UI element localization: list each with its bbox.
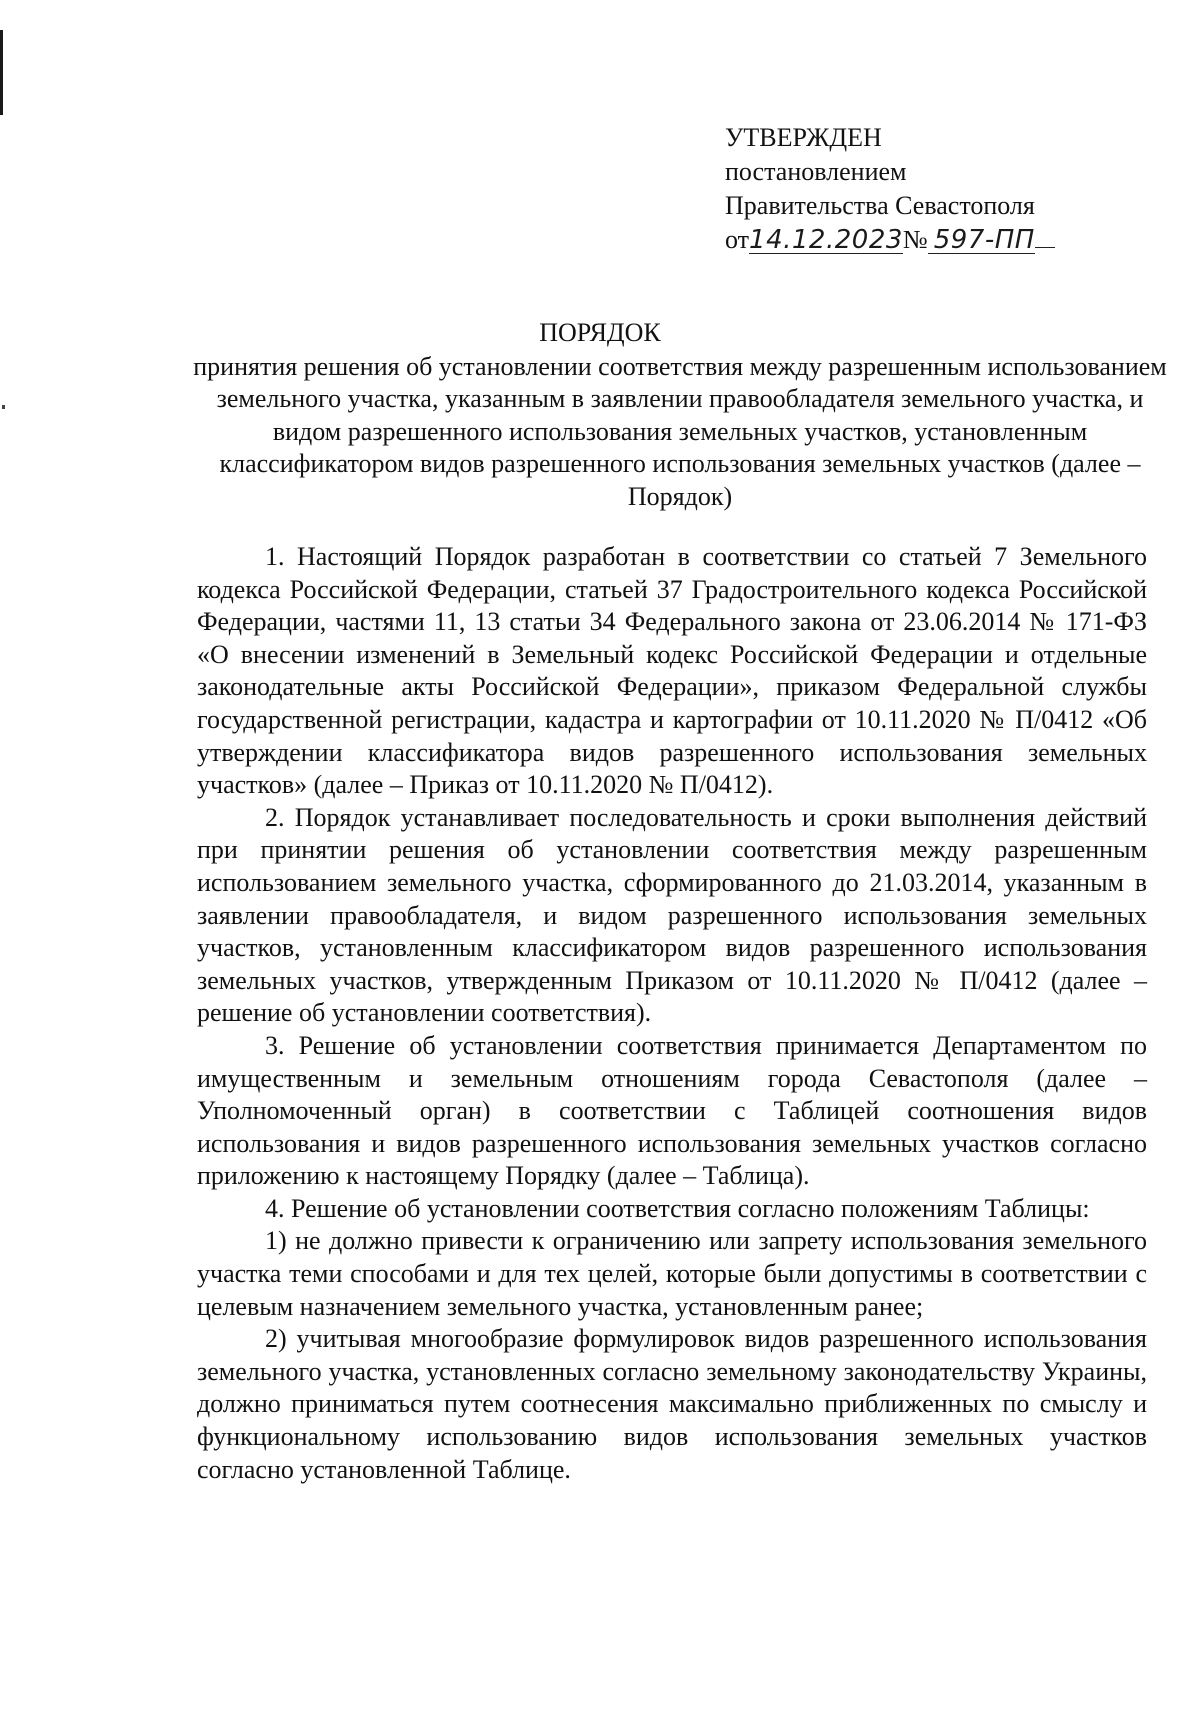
number-underline bbox=[1035, 247, 1055, 248]
document-body bbox=[197, 541, 1147, 1486]
approval-heading: УТВЕРЖДЕН bbox=[725, 123, 882, 152]
document-subtitle: принятия решения об установлении соответствия между разрешенным использованием земельного участка, указанным в заявлении правообладателя земельного участка, и видом разрешенного использования земельных участков, установленным классификатором видов разрешенного использования земельных участков (далее – Порядок) bbox=[193, 352, 1167, 511]
paragraph-1: 1. Настоящий Порядок разработан в соответствии со статьей 7 Земельного кодекса Российской Федерации, статьей 37 Градостроительного кодекса Российской Федерации, частями 11, 13 статьи 34 Федерального закона от 23.06.2014 № 171-ФЗ «О внесении изменений в Земельный кодекс Российской Федерации и отдельные законодательные акты Российской Федерации», приказом Федеральной службы государственной регистрации, кадастра и картографии от 10.11.2020 № П/0412 «Об утверждении классификатора видов разрешенного использования земельных участков» (далее – Приказ от 10.11.2020 № П/0412). bbox=[197, 542, 1147, 800]
handwritten-number: 597-ПП bbox=[928, 227, 1035, 254]
paragraph-4-item-1: 1) не должно привести к ограничению или запрету использования земельного участка теми способами и для тех целей, которые были допустимы в соответствии с целевым назначением земельного участка, установленным ранее; bbox=[197, 1226, 1147, 1321]
approval-line: постановлением bbox=[725, 157, 907, 186]
paragraph-2: 2. Порядок устанавливает последовательность и сроки выполнения действий при принятии решения об установлении соответствия между разрешенным использованием земельного участка, сформированного до 21.03.2014, указанным в заявлении правообладателя, и видом разрешенного использования земельных участков, установленным классификатором видов разрешенного использования земельных участков, утвержденным Приказом от 10.11.2020 № П/0412 (далее – решение об установлении соответствия). bbox=[197, 802, 1147, 1028]
paragraph-3: 3. Решение об установлении соответствия принимается Департаментом по имущественным и земельным отношениям города Севастополя (далее – Уполномоченный орган) в соответствии с Таблицей соотношения видов использования и видов разрешенного использования земельных участков согласно приложению к настоящему Порядку (далее – Таблица). bbox=[197, 1030, 1147, 1191]
paragraph-4-item-2: 2) учитывая многообразие формулировок видов разрешенного использования земельного участка, установленных согласно земельному законодательству Украины, должно приниматься путем соотнесения максимально приближенных по смыслу и функциональному использованию видов использования земельных участков согласно установленной Таблице. bbox=[197, 1324, 1147, 1484]
document-title: ПОРЯДОК bbox=[539, 318, 661, 347]
handwritten-date: 14.12.2023 bbox=[749, 225, 903, 255]
approval-block bbox=[725, 121, 1055, 257]
date-prefix: от bbox=[725, 225, 750, 254]
approval-authority: Правительства Севастополя bbox=[725, 191, 1035, 220]
scan-edge-mark bbox=[0, 30, 3, 115]
approval-date-number bbox=[725, 223, 1055, 257]
paragraph-4: 4. Решение об установлении соответствия согласно положениям Таблицы: bbox=[265, 1193, 1090, 1223]
scan-dot-mark bbox=[2, 405, 5, 409]
number-sign: № bbox=[902, 225, 928, 254]
